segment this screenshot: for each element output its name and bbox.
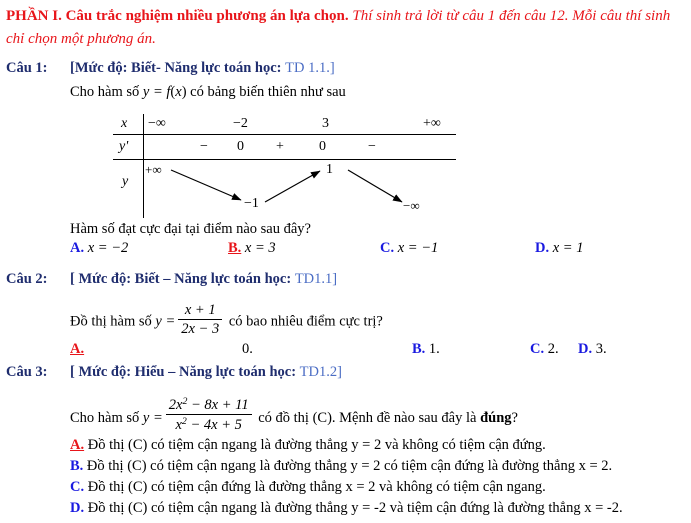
question-1-answers — [0, 240, 691, 260]
question-1-stem — [70, 84, 346, 101]
question-1-label: Câu 1: — [6, 60, 48, 76]
answer-2-zero-text: 0. — [242, 341, 253, 357]
question-1-stem-suffix: có bảng biến thiên như sau — [186, 84, 346, 100]
answer-1-B-letter: B. — [228, 240, 242, 256]
question-3-eq-lhs: y = — [142, 409, 163, 426]
question-3-label: Câu 3: — [6, 364, 48, 380]
answer-2-D-letter: D. — [578, 341, 593, 357]
answer-3-B[interactable] — [70, 458, 612, 475]
table-yprime-value-2: + — [276, 139, 284, 154]
answer-3-A[interactable] — [70, 437, 546, 454]
question-2-stem — [70, 302, 383, 337]
answer-3-B-letter: B. — [70, 458, 84, 474]
answer-2-C-text: 2. — [547, 341, 559, 357]
answer-3-A-text: Đồ thị (C) có tiệm cận ngang là đường thẳng y = 2 và không có tiệm cận đứng. — [87, 437, 546, 453]
answer-2-A-letter: A. — [70, 341, 85, 357]
answer-3-D[interactable] — [70, 500, 623, 517]
question-1-stem-prefix: Cho hàm số — [70, 84, 143, 100]
answer-2-B-letter: B. — [412, 341, 426, 357]
part-heading — [6, 5, 686, 51]
question-2-fraction-denominator: 2x − 3 — [178, 319, 222, 337]
answer-3-D-letter: D. — [70, 500, 85, 516]
answer-2-D[interactable] — [578, 341, 607, 358]
answer-1-B[interactable] — [228, 240, 276, 257]
answer-2-C[interactable] — [530, 341, 559, 358]
question-3-fraction-denominator: $x^2 - 4x + 5$ — [166, 414, 252, 433]
table-arrows — [113, 114, 456, 218]
arrow-down-1 — [171, 170, 241, 200]
answer-3-C-letter: C. — [70, 479, 85, 495]
answer-1-A-text: x = −2 — [87, 240, 129, 256]
question-2-tag-prefix: [ Mức độ: Biết – Năng lực toán học: — [70, 271, 295, 287]
answer-1-D-letter: D. — [535, 240, 550, 256]
question-1-stem-math: y = f(x) — [142, 84, 187, 100]
question-3-stem-bold: đúng — [480, 409, 512, 426]
question-3-stem-prefix: Cho hàm số — [70, 409, 143, 426]
answer-1-A[interactable] — [70, 240, 128, 257]
table-x-value-1: −2 — [233, 116, 248, 131]
table-yprime-value-3: 0 — [319, 139, 326, 154]
table-row-label-yprime: y' — [119, 139, 129, 154]
table-y-value-2: 1 — [326, 162, 333, 177]
question-2-fraction-numerator: x + 1 — [184, 302, 216, 318]
answer-1-A-letter: A. — [70, 240, 85, 256]
answer-2-B-text: 1. — [428, 341, 440, 357]
question-2-eq-lhs: y = — [155, 313, 176, 330]
question-3-tag-prefix: [ Mức độ: Hiểu – Năng lực toán học: — [70, 364, 300, 380]
part-heading-bold: PHẦN I. Câu trắc nghiệm nhiều phương án lựa chọn. — [6, 8, 349, 24]
answer-1-C-letter: C. — [380, 240, 395, 256]
table-x-value-0: −∞ — [148, 116, 166, 131]
answer-3-A-letter: A. — [70, 437, 85, 453]
question-1-prompt: Hàm số đạt cực đại tại điểm nào sau đây? — [70, 221, 311, 237]
answer-1-D[interactable] — [535, 240, 583, 257]
question-3-fraction-numerator: $2x^2 - 8x + 11$ — [168, 396, 249, 414]
question-2-label: Câu 2: — [6, 271, 48, 287]
table-x-value-2: 3 — [322, 116, 329, 131]
answer-1-C-text: x = −1 — [397, 240, 439, 256]
question-2-tag-code: TD1.1] — [294, 271, 338, 287]
question-1-tag — [70, 60, 335, 77]
table-y-value-0: +∞ — [145, 162, 162, 177]
answer-3-C[interactable] — [70, 479, 546, 496]
variation-table — [113, 114, 456, 218]
answer-2-C-letter: C. — [530, 341, 545, 357]
question-3-fraction — [166, 396, 252, 434]
table-yprime-value-1: 0 — [237, 139, 244, 154]
question-3-tag-code: TD1.2] — [299, 364, 342, 380]
table-x-value-3: +∞ — [423, 116, 441, 131]
answer-1-C[interactable] — [380, 240, 438, 257]
question-3-answer-C — [0, 479, 691, 499]
table-y-value-1: −1 — [244, 196, 259, 211]
question-2-answers — [0, 341, 691, 361]
answer-1-B-text: x = 3 — [244, 240, 276, 256]
question-2-stem-prefix: Đồ thị hàm số — [70, 313, 156, 330]
question-3-stem — [70, 396, 518, 434]
question-3-answer-A — [0, 437, 691, 457]
table-y-value-3: −∞ — [403, 198, 420, 213]
question-2-tag — [70, 271, 337, 288]
table-yprime-value-4: − — [368, 139, 376, 154]
question-1-tag-prefix: [Mức độ: Biết- Năng lực toán học: — [70, 60, 286, 76]
question-1-tag-code: TD 1.1.] — [285, 60, 335, 76]
answer-3-C-text: Đồ thị (C) có tiệm cận đứng là đường thẳng x = 2 và không có tiệm cận ngang. — [87, 479, 546, 495]
answer-3-D-text: Đồ thị (C) có tiệm cận ngang là đường thẳng y = -2 và tiệm cận đứng là đường thẳng x = -2. — [87, 500, 623, 516]
table-row-label-x: x — [121, 116, 128, 131]
question-3-tag — [70, 364, 342, 381]
question-2-stem-suffix: có bao nhiêu điểm cực trị? — [225, 313, 383, 330]
question-3-answer-B — [0, 458, 691, 478]
answer-3-B-text: Đồ thị (C) có tiệm cận ngang là đường thẳng y = 2 có tiệm cận đứng là đường thẳng x = 2. — [86, 458, 613, 474]
answer-2-A[interactable] — [70, 341, 84, 358]
answer-2-B[interactable] — [412, 341, 440, 358]
part-heading-italic: Thí sinh trả lời từ câu 1 đến câu 12. Mỗi câu thí sinh chỉ chọn một phương án. — [6, 8, 671, 47]
answer-2-zero[interactable] — [242, 341, 253, 358]
table-yprime-value-0: − — [200, 139, 208, 154]
table-row-label-y: y — [122, 174, 129, 189]
question-3-answer-D — [0, 500, 691, 520]
question-2-fraction — [178, 302, 222, 337]
question-3-stem-mid: có đồ thị (C). Mệnh đề nào sau đây là — [254, 409, 481, 426]
answer-1-D-text: x = 1 — [552, 240, 584, 256]
arrow-up-1 — [265, 171, 320, 202]
answer-2-D-text: 3. — [595, 341, 607, 357]
question-3-stem-end: ? — [511, 409, 518, 426]
arrow-down-2 — [348, 170, 402, 202]
